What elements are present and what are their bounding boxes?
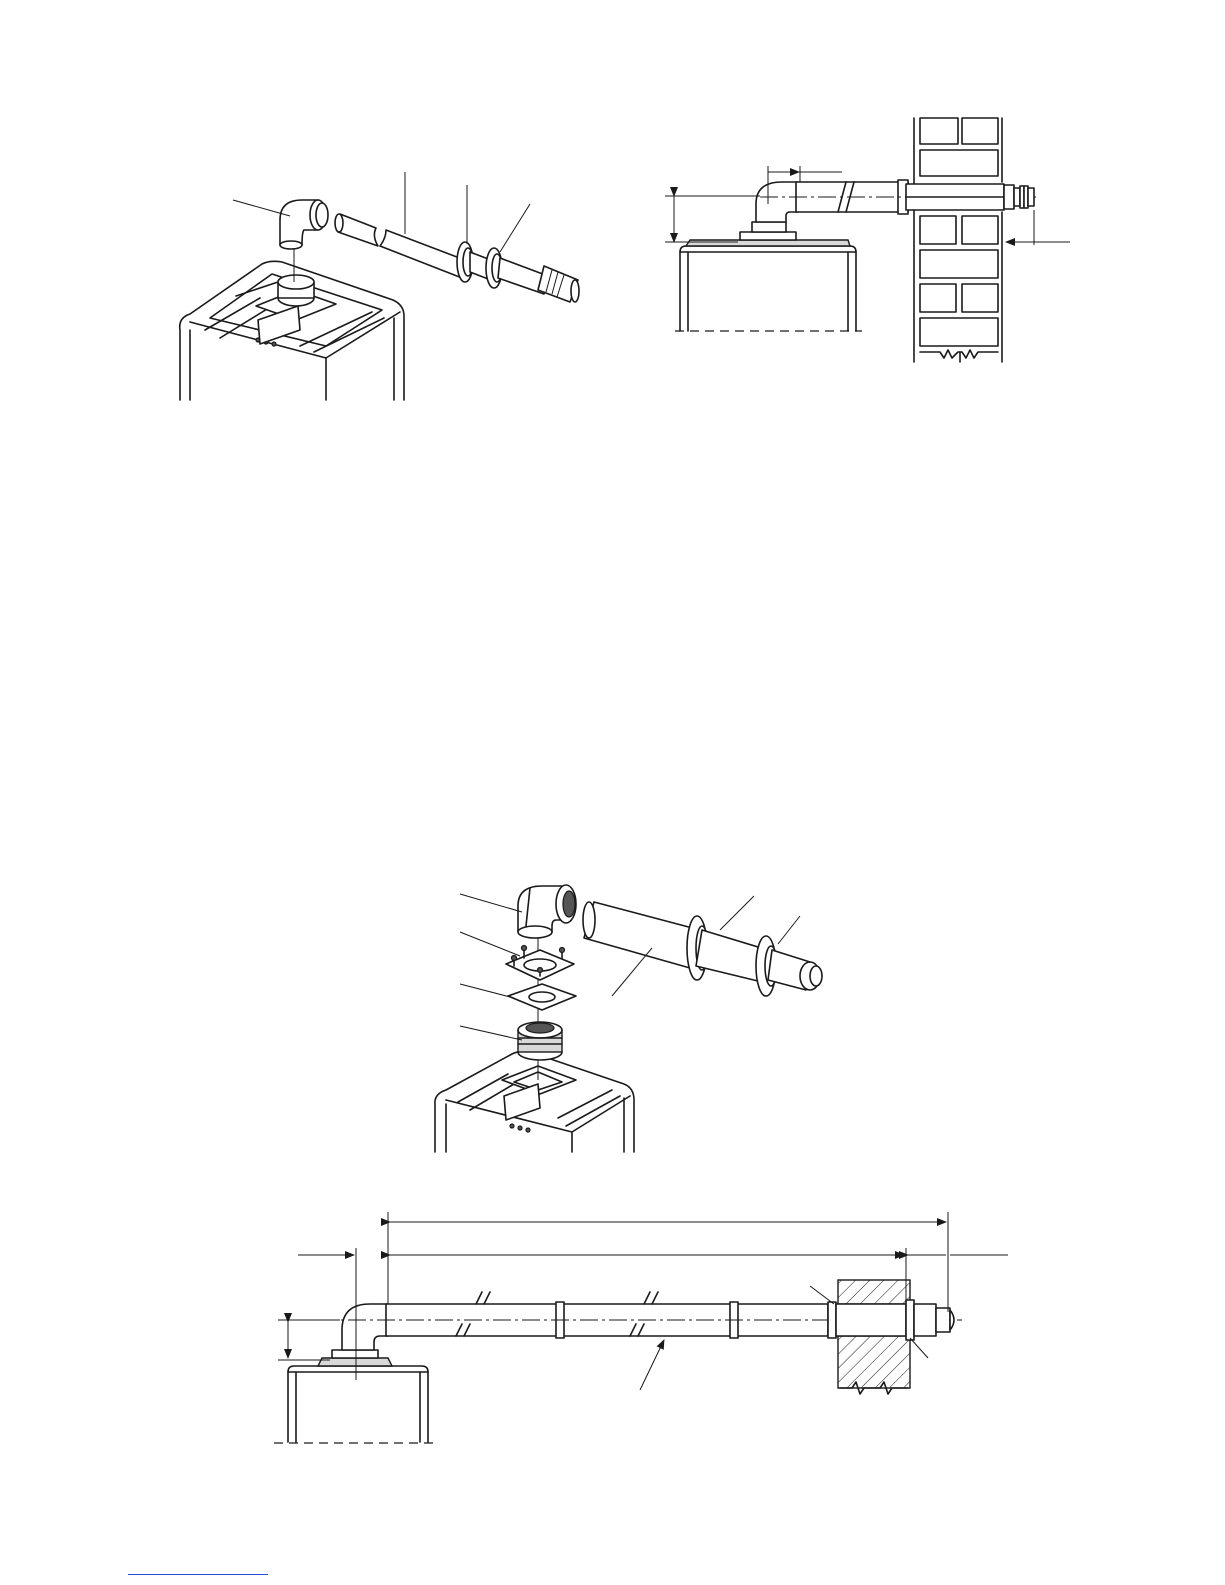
clamp-plate-fig3 [506,946,574,981]
fig-middle-exploded [435,885,822,1152]
footer-link-underline[interactable] [128,1574,268,1575]
fig-top-left-exploded [180,172,579,400]
fig-bottom-section [274,1212,1008,1443]
terminal-fig2 [1004,185,1034,209]
wall-seals-fig3 [687,916,822,996]
wall-fig4 [828,1280,954,1394]
elbow-fig3 [518,885,576,938]
extension-pipe-fig1 [335,214,470,278]
gasket-fig3 [508,984,576,1010]
boiler-section-fig2 [675,222,862,331]
flue-outlet [256,246,336,344]
boiler-top-fig3 [435,1051,634,1152]
adaptor-fig3 [518,1022,562,1060]
leaders-fig1 [233,172,530,252]
fig-top-right-section [665,118,1070,362]
brick-wall-fig2 [906,118,1004,362]
elbow-fig1 [280,200,328,249]
terminal-assembly-fig1 [457,242,579,302]
extension-pipe-fig3 [583,902,700,968]
